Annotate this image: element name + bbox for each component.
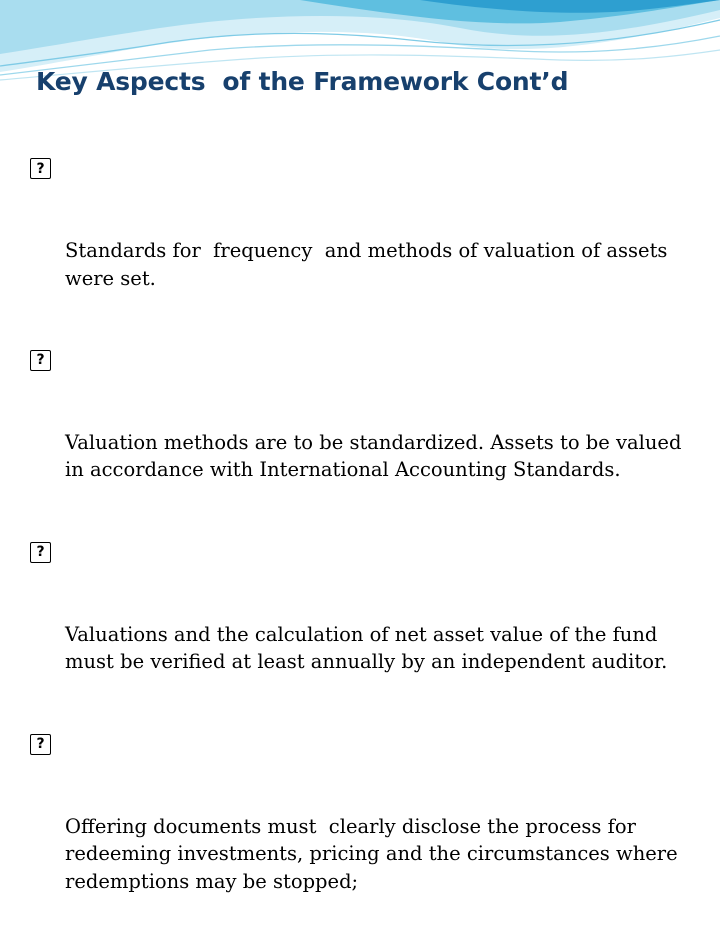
- bullet-list: [30, 155, 690, 950]
- unknown-glyph-icon: ?: [30, 350, 51, 371]
- bullet-text: Standards for frequency and methods of valuation of assets were set.: [65, 239, 674, 290]
- unknown-glyph-icon: ?: [30, 158, 51, 179]
- unknown-glyph-icon: ?: [30, 734, 51, 755]
- bullet-item: [30, 347, 690, 539]
- bullet-text: Valuations and the calculation of net asset value of the fund must be verified at least annually by an independent auditor.: [65, 622, 668, 674]
- bullet-item: [30, 155, 690, 347]
- bullet-text: Valuation methods are to be standardized. Assets to be valued in accordance with International Accounting Standards.: [65, 431, 688, 482]
- bullet-item: [30, 731, 690, 950]
- bullet-text: Offering documents must clearly disclose the process for redeeming investments, pricing and the circumstances where redemptions may be stopped;: [65, 814, 684, 893]
- bullet-item: [30, 539, 690, 731]
- unknown-glyph-icon: ?: [30, 542, 51, 563]
- slide-title: Key Aspects of the Framework Cont’d: [36, 67, 569, 96]
- header-wave-decoration: [0, 0, 720, 120]
